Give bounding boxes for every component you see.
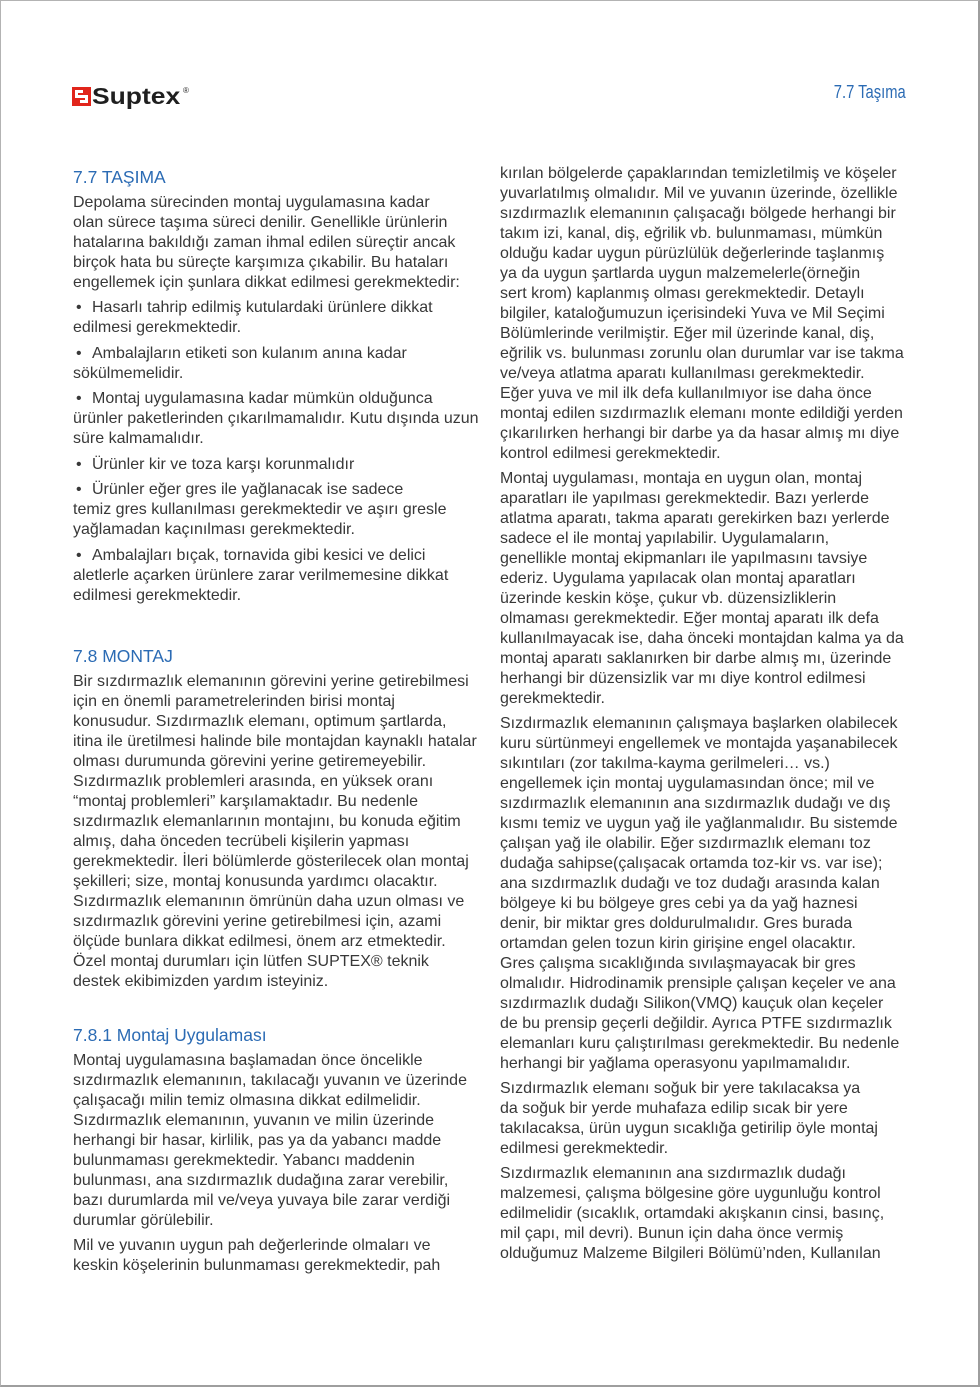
- right-column: [500, 164, 920, 1269]
- paragraph: Depolama sürecinden montaj uygulamasına kadar olan sürece taşıma süreci denilir. Genellikle ürünlerin hatalarına bakıldığı zaman ihmal edilen süreçtir ancak birçok hata bu süreçte karşımıza çıkabilir. Bu hataları engellemek için şunlara dikkat edilmesi gerekmektedir:: [73, 193, 460, 291]
- bullet-item: • Hasarlı tahrip edilmiş kutulardaki ürünlere dikkat edilmesi gerekmektedir.: [73, 298, 493, 338]
- paragraph: Sızdırmazlık elemanının çalışmaya başlarken olabilecek kuru sürtünmeyi engellemek ve montajda yaşanabilecek sıkıntıları (zor takılma-kayma gerilmeleri… vs.) engellemek için montaj uygulamasından önce; mil ve sızdırmazlık elemanının ana sızdırmazlık dudağı ve dış kısmı temiz ve uygun yağ ile yağlanmalıdır. Bu sistemde çalışan yağ ile olabilir. Eğer sızdırmazlık elemanı toz dudağa sahipse(çalışacak ortamda toz-kir vs. var ise); ana sızdırmazlık dudağı ve toz dudağı arasında kalan bölgeye ki bu bölgeye gres cebi ya da yağ haznesi denir, bir miktar gres doldurulmalıdır. Gres burada ortamdan gelen tozun kirin girişine engel olacaktır. Gres çalışma sıcaklığında sıvılaşmayacak bir gres olmalıdır. Hidrodinamik prensiple çalışan keçeler ve ana sızdırmazlık dudağı Silikon(VMQ) kauçuk olan keçeler de bu prensip geçerli değildir. Ayrıca PTFE sızdırmazlık elemanları kuru çalıştırılması gerekmektedir. Bu nedenle herhangi bir yağlama operasyonu yapılmamalıdır.: [500, 714, 900, 1072]
- paragraph: Sızdırmazlık elemanı soğuk bir yere takılacaksa ya da soğuk bir yerde muhafaza edilip sıcak bir yere takılacaksa, ürün uygun sıcaklığa getirilip öyle montaj edilmesi gerekmektedir.: [500, 1079, 878, 1157]
- bullet-item: • Ürünler eğer gres ile yağlanacak ise sadece temiz gres kullanılması gerekmektedir ve aşırı gresle yağlamadan kaçınılması gerekmektedir.: [73, 480, 493, 540]
- section-heading: 7.8.1 Montaj Uygulaması: [73, 1024, 267, 1045]
- paragraph: kırılan bölgelerde çapaklarından temizletilmiş ve köşeler yuvarlatılmış olmalıdır. Mil ve yuvanın üzerinde, özellikle sızdırmazlık elemanının çalışacağı bölgede herhangi bir takım izi, kanal, diş, eğrilik vb. bulunmaması, mümkün olduğu kadar uygun pürüzlülük değerlerinde taşlanmış ya da uygun şartlarda uygun malzemelerle(örneğin sert krom) kaplanmış olması gerekmektedir. Detaylı bilgiler, kataloğumuzun içerisindeki Yuva ve Mil Seçimi Bölümlerinde verilmiştir. Eğer mil üzerinde kanal, diş, eğrilik vs. bulunması zorunlu olan durumlar var ise takma ve/veya atlatma aparatı kullanılması gerekmektedir. Eğer yuva ve mil ilk defa kullanılmıyor ise daha önce montaj edilen sızdırmazlık elemanı monte edildiği yerden çıkarılırken herhangi bir darbe ya da hasar almış mı diye kontrol edilmesi gerekmektedir.: [500, 164, 904, 462]
- section-7-8-1: [73, 1024, 493, 1281]
- bullet-item: • Montaj uygulamasına kadar mümkün olduğunca ürünler paketlerinden çıkarılmamalıdır. Kutu dışında uzun süre kalmamalıdır.: [73, 389, 493, 449]
- logo-wordmark: Suptex: [92, 83, 181, 109]
- section-7-7: [73, 166, 493, 612]
- paragraph: Montaj uygulamasına başlamadan önce öncelikle sızdırmazlık elemanının, takılacağı yuvanın ve üzerinde çalışacağı milin temiz olmasına dikkat edilmelidir. Sızdırmazlık elemanının, yuvanın ve milin üzerinde herhangi bir hasar, kirlilik, pas ya da yabancı madde bulunmaması gerekmektedir. Yabancı maddenin bulunması, ana sızdırmazlık dudağına zarar verebilir, bazı durumlarda mil ve/veya yuvaya bile zarar verdiği durumlar görülebilir.: [73, 1051, 467, 1229]
- registered-mark: ®: [183, 86, 189, 95]
- bullet-item: • Ambalajların etiketi son kulanım anına kadar sökülmemelidir.: [73, 344, 493, 384]
- paragraph: Montaj uygulaması, montaja en uygun olan, montaj aparatları ile yapılması gerekmektedir. Bazı yerlerde atlatma aparatı, takma aparatı gerekirken bazı yerlerde sadece el ile montaj yapılabilir. Uygulamaların, genellikle montaj ekipmanları ile yapılmasını tavsiye ederiz. Uygulama yapılacak olan montaj aparatları üzerinde keskin köşe, çukur vb. düzensizliklerin olmaması gerekmektedir. Eğer montaj aparatı ilk defa kullanılmayacak ise, daha önceki montajdan kalma ya da montaj aparatı saklanırken bir darbe almış mı, üzerinde herhangi bir düzensizlik var mı diye kontrol edilmesi gerekmektedir.: [500, 469, 904, 707]
- section-7-8: [73, 645, 493, 997]
- running-header: 7.7 Taşıma: [834, 82, 906, 102]
- left-column: [73, 1, 493, 1385]
- bullet-item: • Ambalajları bıçak, tornavida gibi kesici ve delici aletlerle açarken ürünlere zarar verilmemesine dikkat edilmesi gerekmektedir.: [73, 546, 493, 606]
- section-heading: 7.7 TAŞIMA: [73, 166, 166, 187]
- section-heading: 7.8 MONTAJ: [73, 645, 173, 666]
- bullet-item: • Ürünler kir ve toza karşı korunmalıdır: [73, 455, 493, 475]
- paragraph: Sızdırmazlık elemanının ana sızdırmazlık dudağı malzemesi, çalışma bölgesine göre uygunluğu kontrol edilmelidir (sıcaklık, ortamdaki akışkanın cinsi, basınç, mil çapı, mil devri). Bunun için daha önce vermiş olduğumuz Malzeme Bilgileri Bölümü’nden, Kullanılan: [500, 1164, 885, 1262]
- paragraph: Bir sızdırmazlık elemanının görevini yerine getirebilmesi için en önemli parametrelerinden birisi montaj konusudur. Sızdırmazlık elemanı, optimum şartlarda, itina ile üretilmesi halinde bile montajdan kaynaklı hatalar olması durumunda görevini yerine getiremeyebilir. Sızdırmazlık problemleri arasında, en yüksek oranı “montaj problemleri” karşılamaktadır. Bu nedenle sızdırmazlık elemanlarının montajını, bu konuda eğitim almış, daha önceden tecrübeli kişilerin yapması gerekmektedir. İleri bölümlerde gösterilecek olan montaj şekilleri; size, montaj konusunda yardımcı olacaktır. Sızdırmazlık elemanının ömrünün daha uzun olması ve sızdırmazlık görevini yerine getirebilmesi için, azami ölçüde bunlara dikkat edilmesi, önem arz etmektedir. Özel montaj durumları için lütfen SUPTEX® teknik destek ekibimizden yardım isteyiniz.: [73, 672, 477, 990]
- paragraph: Mil ve yuvanın uygun pah değerlerinde olmaları ve keskin köşelerinin bulunmaması gerekmektedir, pah: [73, 1236, 441, 1274]
